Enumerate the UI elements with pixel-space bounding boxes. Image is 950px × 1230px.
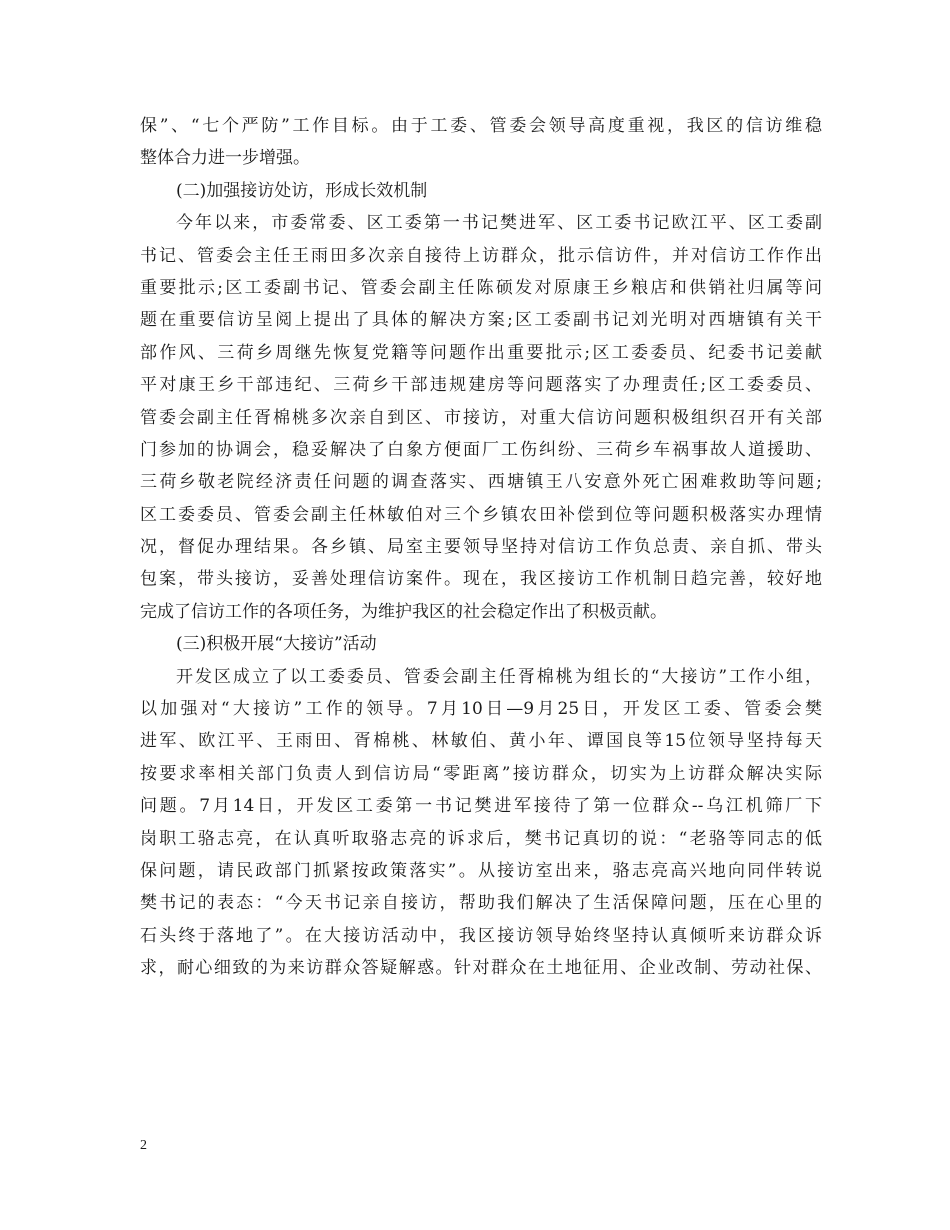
text-line: (二)加强接访处访，形成长效机制 (176, 180, 428, 201)
text-line: 按要求率相关部门负责人到信访局“零距离”接访群众，切实为上访群众解决实际 (140, 763, 822, 784)
text-line: 岗职工骆志亮，在认真听取骆志亮的诉求后，樊书记真切的说：“老骆等同志的低 (140, 828, 822, 849)
text-line: 包案，带头接访，妥善处理信访案件。现在，我区接访工作机制日趋完善，较好地 (140, 569, 822, 590)
text-line: 求，耐心细致的为来访群众答疑解惑。针对群众在土地征用、企业改制、劳动社保、 (140, 958, 822, 979)
text-line: 三荷乡敬老院经济责任问题的调查落实、西塘镇王八安意外死亡困难救助等问题; (140, 472, 822, 493)
text-line: 平对康王乡干部违纪、三荷乡干部违规建房等问题落实了办理责任;区工委委员、 (140, 375, 822, 396)
text-line: 问题。7月14日，开发区工委第一书记樊进军接待了第一位群众--乌江机筛厂下 (140, 796, 822, 817)
text-line: 今年以来，市委常委、区工委第一书记樊进军、区工委书记欧江平、区工委副 (176, 213, 822, 234)
text-line: 保问题，请民政部门抓紧按政策落实”。从接访室出来，骆志亮高兴地向同伴转说 (140, 860, 822, 881)
text-line: (三)积极开展“大接访”活动 (176, 634, 377, 655)
text-line: 门参加的协调会，稳妥解决了白象方便面厂工伤纠纷、三荷乡车祸事故人道援助、 (140, 439, 822, 460)
text-line: 以加强对“大接访”工作的领导。7月10日—9月25日，开发区工委、管委会樊 (140, 699, 822, 720)
text-line: 部作风、三荷乡周继先恢复党籍等问题作出重要批示;区工委委员、纪委书记姜献 (140, 342, 822, 363)
text-line: 整体合力进一步增强。 (140, 148, 310, 169)
document-body (140, 110, 822, 985)
text-line: 区工委委员、管委会副主任林敏伯对三个乡镇农田补偿到位等问题积极落实办理情 (140, 504, 822, 525)
text-line: 石头终于落地了”。在大接访活动中，我区接访领导始终坚持认真倾听来访群众诉 (140, 925, 822, 946)
page-number: 2 (140, 1138, 147, 1153)
text-line: 进军、欧江平、王雨田、胥棉桃、林敏伯、黄小年、谭国良等15位领导坚持每天 (140, 731, 822, 752)
text-line: 管委会副主任胥棉桃多次亲自到区、市接访，对重大信访问题积极组织召开有关部 (140, 407, 822, 428)
text-line: 保”、“七个严防”工作目标。由于工委、管委会领导高度重视，我区的信访维稳 (140, 116, 822, 136)
text-line: 完成了信访工作的各项任务，为维护我区的社会稳定作出了积极贡献。 (140, 601, 667, 622)
text-line: 樊书记的表态：“今天书记亲自接访，帮助我们解决了生活保障问题，压在心里的 (140, 893, 822, 914)
text-line: 题在重要信访呈阅上提出了具体的解决方案;区工委副书记刘光明对西塘镇有关干 (140, 310, 822, 331)
text-line: 重要批示;区工委副书记、管委会副主任陈硕发对原康王乡粮店和供销社归属等问 (140, 277, 822, 298)
text-line: 况，督促办理结果。各乡镇、局室主要领导坚持对信访工作负总责、亲自抓、带头 (140, 537, 822, 558)
text-line: 开发区成立了以工委委员、管委会副主任胥棉桃为组长的“大接访”工作小组， (176, 666, 822, 687)
text-line: 书记、管委会主任王雨田多次亲自接待上访群众，批示信访件，并对信访工作作出 (140, 245, 822, 266)
